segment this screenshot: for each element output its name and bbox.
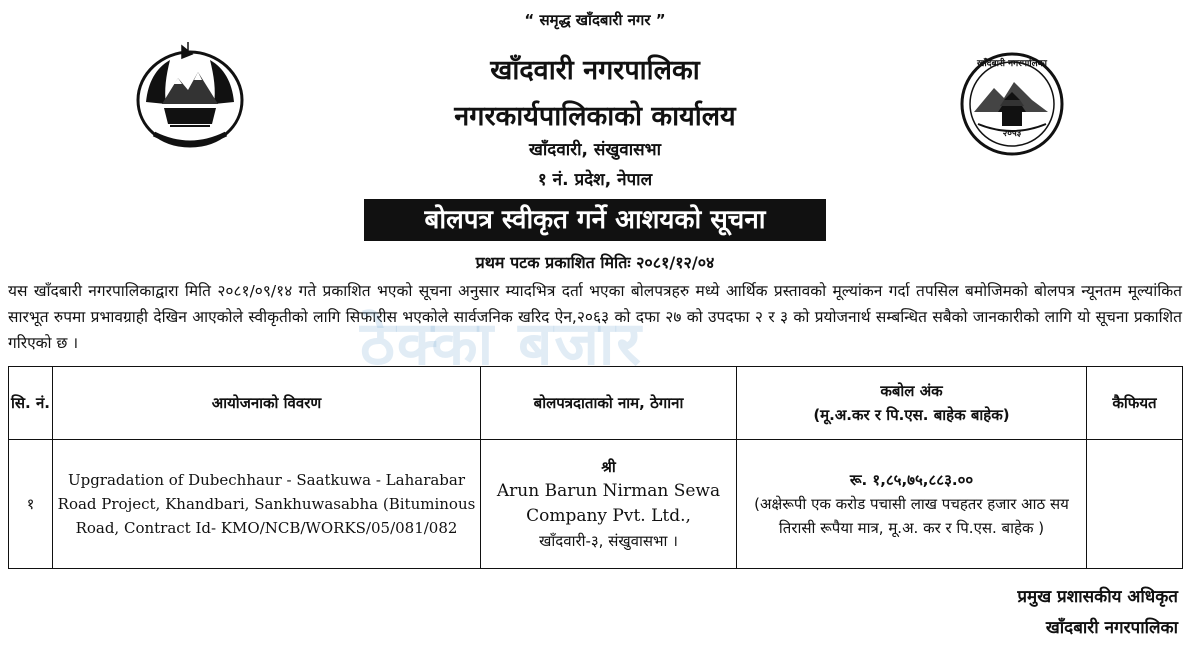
notice-title: बोलपत्र स्वीकृत गर्ने आशयको सूचना (364, 199, 826, 241)
header-sn: सि. नं. (9, 367, 53, 440)
signatory-office: खाँदबारी नगरपालिका (1045, 618, 1178, 638)
table-row (9, 440, 1183, 569)
right-emblem-label: खाँदबारी नगरपालिका (977, 59, 1047, 69)
office-subtitle: नगरकार्यपालिकाको कार्यालय (454, 101, 736, 132)
office-name: खाँदवारी नगरपालिका (490, 55, 700, 86)
office-address: खाँदवारी, संखुवासभा (528, 140, 662, 160)
cell-project: Upgradation of Dubechhaur - Saatkuwa - Laharabar Road Project, Khandbari, Sankhuwasabha (Bituminous Road, Contract Id- KMO/NCB/WORKS/05/081/082 (53, 440, 481, 569)
table-header-row (9, 367, 1183, 440)
signatory-designation: प्रमुख प्रशासकीय अधिकृत (1017, 587, 1178, 607)
bid-amount-words: (अक्षेरूपी एक करोड पचासी लाख पचहतर हजार आठ सय तिरासी रूपैया मात्र, मू.अ. कर र पि.एस. बाहेक ) (754, 495, 1069, 537)
notice-body (8, 278, 1182, 356)
cell-amount (737, 440, 1087, 569)
watermark: ठेक्का बजार (360, 309, 643, 379)
right-emblem-year: २०५३ (1002, 129, 1022, 139)
notice-paragraph: यस खाँदबारी नगरपालिकाद्वारा मिति २०८१/०९/१४ गते प्रकाशित भएको सूचना अनुसार म्यादभित्र दर्ता भएका बोलपत्रहरु मध्ये आर्थिक प्रस्तावको मूल्यांकन गर्दा तपसिल बमोजिमको बोलपत्र न्यूनतम मूल्यांकित सारभूत रुपमा प्रभावग्राही देखिन आएकोले स्वीकृतीको लागि सिफारीस भएकोले सार्वजनिक खरिद ऐन,२०६३ को दफा २७ को उपदफा २ र ३ को प्रयोजनार्थ सम्बन्धित सबैको जानकारीको लागि यो सूचना प्रकाशित गरिएको छ । (8, 282, 1182, 352)
bidder-address: खाँदवारी-३, संखुवासभा । (539, 532, 678, 550)
header-remarks: कैफियत (1087, 367, 1183, 440)
motto: “ समृद्ध खाँदबारी नगर ” (524, 11, 666, 29)
cell-remarks (1087, 440, 1183, 569)
tender-table (8, 366, 1183, 569)
cell-bidder (481, 440, 737, 569)
header-bidder: बोलपत्रदाताको नाम, ठेगाना (481, 367, 737, 440)
header-project: आयोजनाको विवरण (53, 367, 481, 440)
published-date: प्रथम पटक प्रकाशित मितिः २०८१/१२/०४ (475, 253, 715, 272)
header-amount-note: (मू.अ.कर र पि.एस. बाहेक बाहेक) (813, 406, 1010, 424)
office-province: १ नं. प्रदेश, नेपाल (537, 170, 653, 190)
cell-sn: १ (9, 440, 53, 569)
header-amount-title: कबोल अंक (880, 382, 943, 400)
bid-amount: रू. १,८५,७५,८८३.०० (849, 471, 974, 489)
bidder-name: Arun Barun Nirman Sewa Company Pvt. Ltd., (496, 481, 721, 526)
header-amount (737, 367, 1087, 440)
bidder-prefix: श्री (601, 458, 616, 476)
